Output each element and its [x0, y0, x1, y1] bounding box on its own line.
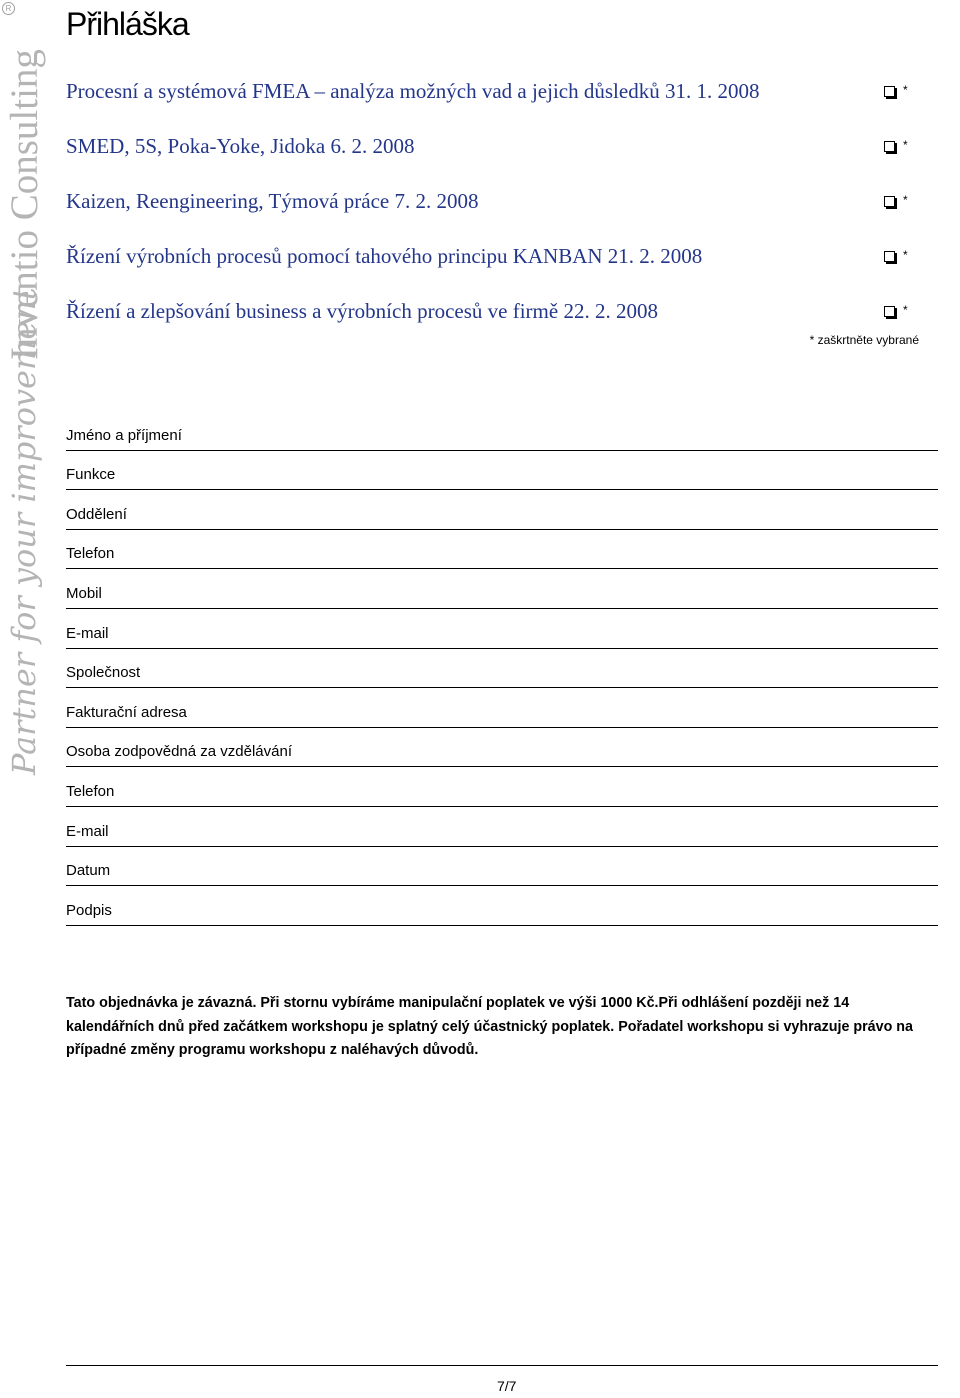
- page-title: Přihláška: [66, 6, 189, 42]
- course-item: [66, 299, 932, 325]
- course-label: Kaizen, Reengineering, Týmová práce 7. 2. 2008: [66, 189, 479, 213]
- form-field-date[interactable]: [66, 847, 938, 887]
- field-label: Mobil: [66, 584, 102, 602]
- field-label: Telefon: [66, 545, 115, 563]
- form-field-mobile[interactable]: [66, 569, 938, 609]
- brand-name: Inventio Consulting: [3, 49, 46, 360]
- course-item: [66, 79, 932, 105]
- registered-icon: R: [2, 2, 15, 15]
- selection-note: * zaškrtněte vybrané: [809, 333, 919, 347]
- form-field-contact-phone[interactable]: [66, 767, 938, 807]
- asterisk-icon: *: [903, 303, 908, 317]
- course-checkbox[interactable]: [884, 86, 895, 97]
- form-field-contact-email[interactable]: [66, 807, 938, 847]
- form-field-training-contact[interactable]: [66, 728, 938, 768]
- form-field-phone[interactable]: [66, 530, 938, 570]
- field-label: Datum: [66, 862, 111, 880]
- course-checkbox[interactable]: [884, 306, 895, 317]
- footer-divider: [66, 1365, 938, 1366]
- asterisk-icon: *: [903, 248, 908, 262]
- brand-sidebar: [0, 0, 48, 800]
- form-field-billing-address[interactable]: [66, 688, 938, 728]
- field-label: Telefon: [66, 782, 115, 800]
- asterisk-icon: *: [903, 138, 908, 152]
- field-label: E-mail: [66, 624, 109, 642]
- course-checkbox[interactable]: [884, 141, 895, 152]
- course-item: [66, 134, 932, 160]
- asterisk-icon: *: [903, 83, 908, 97]
- course-label: SMED, 5S, Poka-Yoke, Jidoka 6. 2. 2008: [66, 134, 415, 158]
- field-label: Společnost: [66, 664, 141, 682]
- field-label: Fakturační adresa: [66, 703, 187, 721]
- page-number: 7/7: [497, 1378, 517, 1394]
- brand-tagline: Partner for your improvement: [5, 287, 43, 775]
- course-label: Procesní a systémová FMEA – analýza možných vad a jejich důsledků 31. 1. 2008: [66, 79, 760, 103]
- course-label: Řízení a zlepšování business a výrobních procesů ve firmě 22. 2. 2008: [66, 299, 658, 323]
- field-label: Funkce: [66, 466, 116, 484]
- field-label: Jméno a příjmení: [66, 426, 182, 444]
- course-item: [66, 189, 932, 215]
- field-label: E-mail: [66, 822, 109, 840]
- form-field-name[interactable]: [66, 411, 938, 451]
- course-label: Řízení výrobních procesů pomocí tahového principu KANBAN 21. 2. 2008: [66, 244, 703, 268]
- form-field-email[interactable]: [66, 609, 938, 649]
- terms-paragraph: Tato objednávka je závazná. Při stornu vybíráme manipulační poplatek ve výši 1000 Kč.Při odhlášení později než 14 kalendářních dnů před začátkem workshopu je splatný celý účastnický poplatek. Pořadatel workshopu si vyhrazuje právo na případné změny programu workshopu z naléhavých důvodů.: [66, 995, 913, 1058]
- course-checkbox[interactable]: [884, 251, 895, 262]
- course-checkbox[interactable]: [884, 196, 895, 207]
- field-label: Oddělení: [66, 505, 127, 523]
- form-field-department[interactable]: [66, 490, 938, 530]
- form-field-signature[interactable]: [66, 886, 938, 926]
- field-label: Osoba zodpovědná za vzdělávání: [66, 743, 292, 761]
- course-item: [66, 244, 932, 270]
- field-label: Podpis: [66, 901, 112, 919]
- form-field-company[interactable]: [66, 649, 938, 689]
- form-field-function[interactable]: [66, 451, 938, 491]
- asterisk-icon: *: [903, 193, 908, 207]
